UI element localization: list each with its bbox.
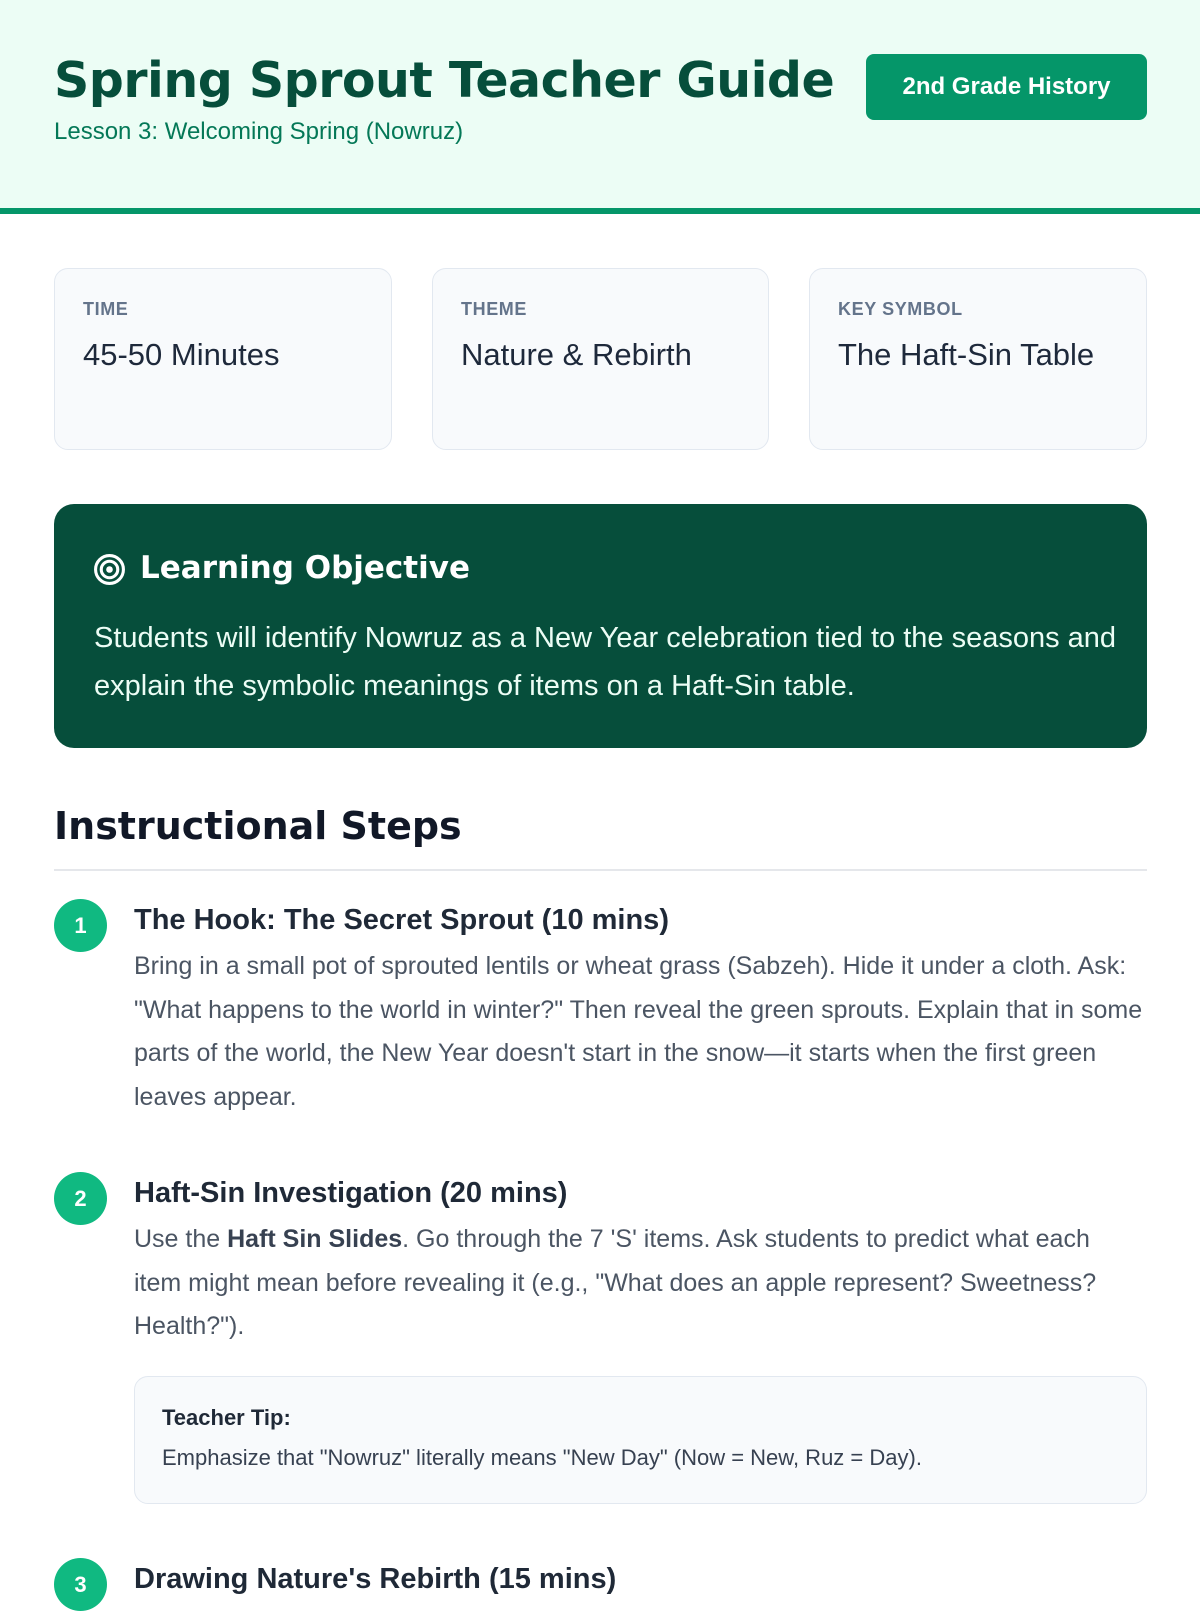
step-number-badge: 3 [54, 1558, 107, 1611]
objective-title: Learning Objective [140, 550, 470, 586]
info-card-value: The Haft-Sin Table [838, 337, 1095, 372]
step-title: The Hook: The Secret Sprout (10 mins) [134, 904, 669, 936]
info-card-value: Nature & Rebirth [461, 337, 692, 372]
info-card-value: 45-50 Minutes [83, 337, 280, 372]
step-number-badge: 2 [54, 1172, 107, 1225]
step-number-badge: 1 [54, 899, 107, 952]
info-card-label: KEY SYMBOL [838, 299, 963, 319]
page-header [0, 0, 1200, 214]
learning-objective-panel [54, 504, 1147, 748]
info-card-label: THEME [461, 299, 527, 319]
step-description [134, 1218, 1144, 1349]
teacher-tip-box [134, 1376, 1147, 1504]
step-description-text: . Go through the 7 'S' items. Ask students to predict what each item might mean before revealing it (e.g., "What does an apple represent? Sweetness? Health?"). [134, 1225, 1097, 1340]
page-title: Spring Sprout Teacher Guide [54, 52, 835, 109]
teacher-tip-text: Emphasize that "Nowruz" literally means "New Day" (Now = New, Ruz = Day). [162, 1445, 922, 1470]
section-divider [54, 869, 1147, 871]
section-title-instructional-steps: Instructional Steps [54, 804, 462, 848]
step-description: Bring in a small pot of sprouted lentils or wheat grass (Sabzeh). Hide it under a cloth. Ask: "What happens to the world in winter?" Then reveal the green sprouts. Explain that in some parts of the world, the New Year doesn't start in the snow—it starts when the first green leaves appear. [134, 952, 1143, 1111]
info-card-time [54, 268, 392, 450]
step-title: Drawing Nature's Rebirth (15 mins) [134, 1563, 617, 1595]
target-icon [93, 553, 126, 586]
teacher-tip-label: Teacher Tip: [162, 1405, 291, 1430]
objective-text: Students will identify Nowruz as a New Year celebration tied to the seasons and explain the symbolic meanings of items on a Haft-Sin table. [94, 622, 1117, 702]
step-description-text: Use the [134, 1225, 228, 1253]
info-card-theme [432, 268, 769, 450]
info-card-key-symbol [809, 268, 1147, 450]
grade-badge: 2nd Grade History [866, 54, 1147, 120]
step-title: Haft-Sin Investigation (20 mins) [134, 1177, 568, 1209]
lesson-subtitle: Lesson 3: Welcoming Spring (Nowruz) [54, 118, 464, 145]
info-card-label: TIME [83, 299, 129, 319]
haft-sin-slides-reference: Haft Sin Slides [227, 1225, 403, 1253]
